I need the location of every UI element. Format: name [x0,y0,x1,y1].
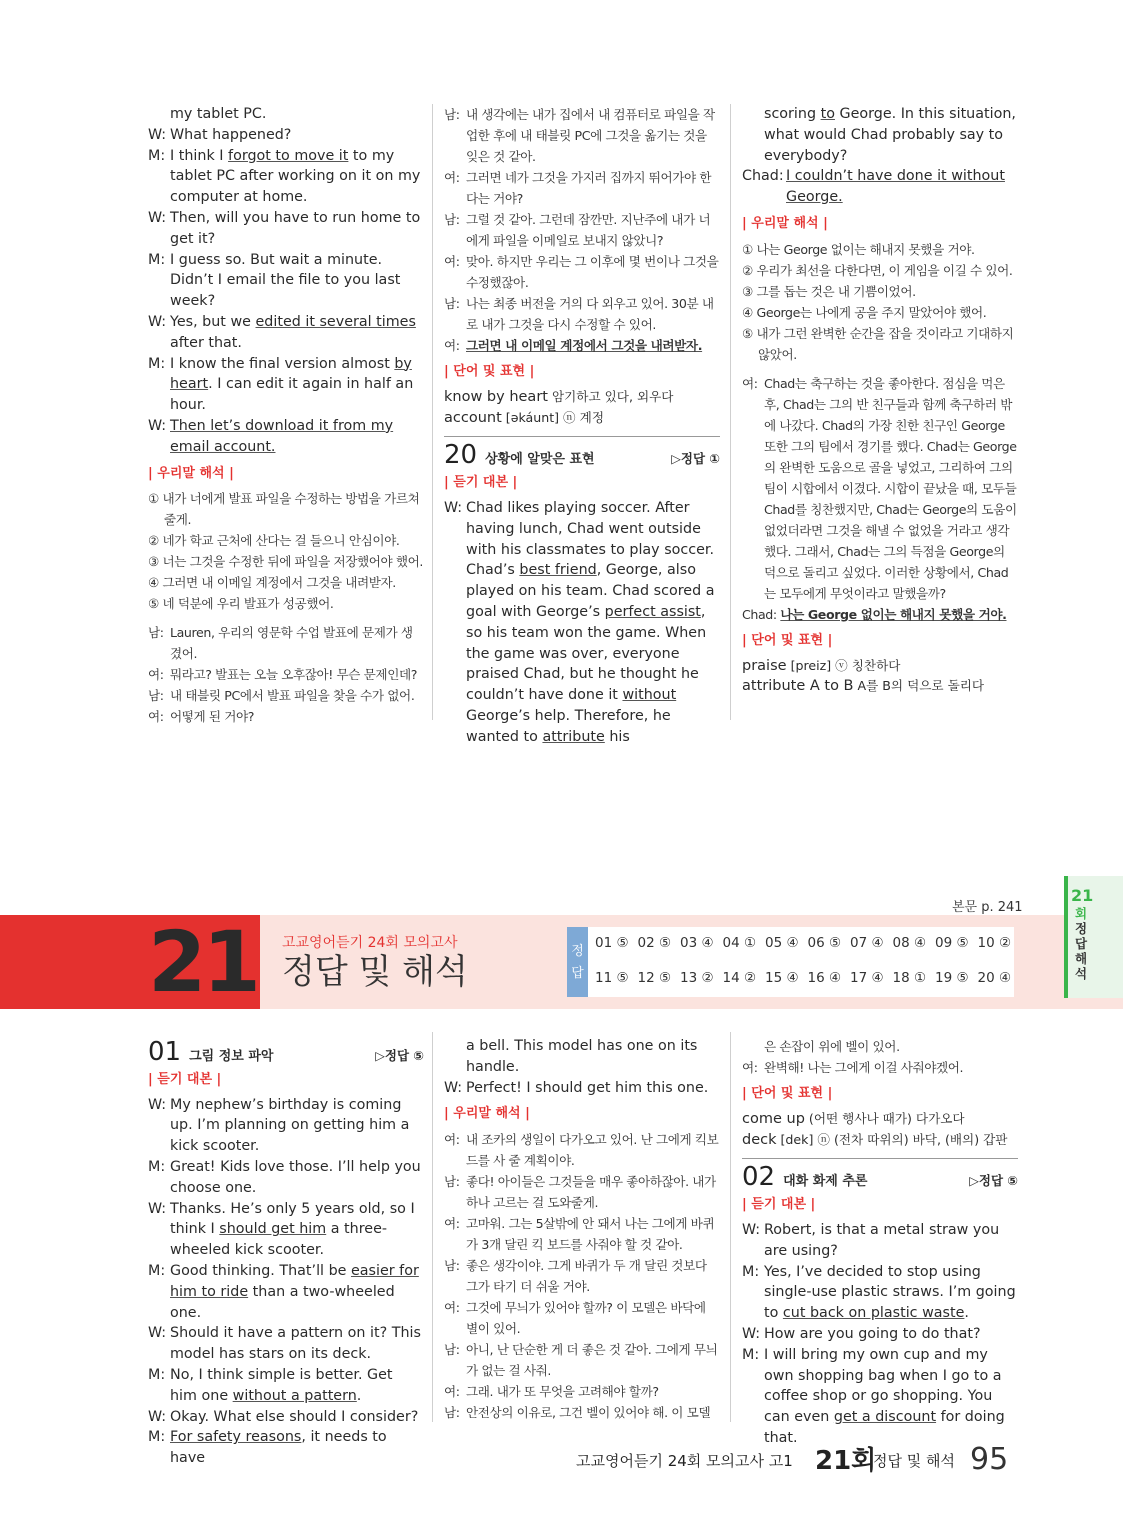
script-label: | 듣기 대본 | [148,1071,222,1087]
line-text: I guess so. But wait a minute. Didn’t I email the file to you last week? [170,251,401,310]
speaker: 남: [444,296,460,311]
vocab-term: attribute A to B [742,678,854,695]
q20-script: W: Chad likes playing soccer. After having lunch, Chad went outside with his classmates to play soccer. Chad’s best friend, George, also played on his team. Chad scored a goal with George’s perfect assist, so his team won the game. When the game was over, everyone praised Chad, but he thought he couldn’t have done it without George’s help. Therefore, he wanted to attribute his [444,499,715,745]
vocab-meaning: [dek] ⓝ (전차 따위의) 바닥, (배의) 갑판 [776,1131,1008,1147]
footer-round: 21회 [815,1446,877,1476]
line-text: . [356,1387,362,1404]
q20-script-continued: scoring to George. In this situation, what would Chad probably say to everybody? [764,106,1016,164]
line-text: Yes, but we [170,313,256,330]
answer-cell: 16 ④ [807,970,842,986]
dialogue-line [148,146,424,208]
answer-indicator: ▷정답 ⑤ [969,1173,1018,1189]
question-20-header [444,441,720,471]
question-number: 20 [444,440,478,471]
underlined-text: For safety reasons [170,1429,302,1446]
top-col2-translation [444,104,720,356]
speaker: M: [148,1158,166,1175]
translation-line [444,293,720,335]
underlined-text: easier for him to ride [170,1262,419,1300]
line-text: Thanks. He’s only 5 years old, so I think I [170,1200,415,1238]
answer-cell: 10 ② [977,935,1012,951]
speaker: M: [742,1346,760,1363]
answer-key-label: 정답 [567,927,588,997]
answer-cell: 13 ② [680,970,714,986]
speaker: W: [742,1221,761,1238]
question-number: 02 [742,1162,776,1193]
script-label: | 듣기 대본 | [742,1197,816,1213]
footer-title: 정답 및 해석 [873,1452,955,1470]
chad-korean-line: Chad: 나는 George 없이는 해내지 못했을 거야. [742,606,1007,622]
translation-line [444,1129,720,1171]
question-number: 01 [148,1037,182,1067]
section-label-korean: | 우리말 해석 | [148,465,234,481]
translation-line [444,104,720,167]
line-text: How are you going to do that? [764,1325,981,1342]
dialogue-line [742,1324,1018,1345]
dialogue-line [148,1323,424,1365]
vocab-term: praise [742,657,787,674]
dialogue-line [148,416,424,458]
line-text: I will bring my own cup and my own shopping bag when I go to a coffee shop or go shopping. You can even [764,1346,1002,1426]
speaker: M: [148,1429,166,1446]
script-label: | 듣기 대본 | [444,475,518,491]
option-item: ① 나는 George 없이는 해내지 못했을 거야. [742,241,975,257]
dialogue-line [148,354,424,416]
chad-answer-line: Chad: I couldn’t have done it without George. [742,168,1005,206]
line-text: 내 조카의 생일이 다가오고 있어. 난 그에게 킥보드를 사 줄 계획이야. [466,1132,719,1169]
option-item: ① 내가 너에게 발표 파일을 수정하는 방법을 가르쳐줄게. [148,491,420,528]
line-text: to my tablet PC after working on it on my computer at home. [170,147,421,206]
side-tab-char: 정 [1075,921,1088,936]
answer-cell: 05 ④ [765,935,799,951]
translation-line [444,1255,720,1297]
dialogue-line [148,312,424,354]
answer-cell: 06 ⑤ [807,935,842,951]
column-divider [432,104,433,720]
bottom-col1-dialogue [148,1095,424,1469]
speaker: W: [742,1325,761,1342]
answer-cell: 08 ④ [892,935,927,951]
vocab-label: | 단어 및 표현 | [742,1086,833,1101]
vocab-item [742,1109,1018,1130]
answer-cell: 14 ② [722,970,757,986]
answer-cell: 12 ⑤ [637,970,672,986]
line-text: 좋다! 아이들은 그것들을 매우 좋아하잖아. 내가 하나 고르는 걸 도와줄게. [466,1174,716,1211]
top-col-3 [742,104,1018,697]
answer-indicator: ▷정답 ⑤ [375,1048,424,1063]
speaker: W: [148,1200,167,1217]
speaker: 여: [444,1132,460,1148]
translation-line [444,209,720,251]
underlined-text: Then let’s download it from my email account. [170,417,394,455]
answer-cell: 07 ④ [850,935,884,951]
translation-line [148,706,424,727]
speaker: 여: [444,1216,460,1232]
vocab-meaning: 암기하고 있다, 외우다 [547,388,674,404]
underlined-text: forgot to move it [228,147,349,164]
w-line: W: Perfect! I should get him this one. [444,1079,709,1096]
line-text: My nephew’s birthday is coming up. I’m planning on getting him a kick scooter. [170,1096,410,1155]
answer-cell: 01 ⑤ [595,935,629,951]
dialogue-line [742,1345,1018,1449]
line-text: Yes, I’ve decided to stop using single-use plastic straws. I’m going to [764,1263,1016,1322]
speaker: 남: [444,212,460,227]
answer-key-box [567,927,1014,997]
vocab-item [444,387,720,408]
translation-line [148,622,424,664]
bottom-col2-translation [444,1129,720,1423]
translation-line [444,251,720,293]
answer-cell: 04 ① [722,935,757,951]
line-text: 맞아. 하지만 우리는 그 이후에 몇 번이나 그것을 수정했잖아. [466,254,719,290]
vocab-list [742,656,1018,698]
line-text: Great! Kids love those. I’ll help you choose one. [170,1158,421,1196]
question-title: 대화 화제 추론 [783,1174,868,1190]
question-title: 그림 정보 파악 [189,1049,274,1064]
line-text: 나는 최종 버전을 거의 다 외우고 있어. 30분 내로 내가 그것을 다시 수정할 수 있어. [466,296,714,332]
dialogue-line [148,1365,424,1407]
underlined-text: cut back on plastic waste [782,1305,965,1322]
bottom-col3-dialogue [742,1220,1018,1449]
dialogue-line [148,1407,424,1428]
question-01-header [148,1038,424,1068]
section-label-korean: | 우리말 해석 | [742,215,828,231]
dialogue-line [148,125,424,146]
option-item: ⑤ 네 덕분에 우리 발표가 성공했어. [148,596,334,612]
dialogue-line [148,104,424,125]
translation-line [148,685,424,706]
vocab-term: know by heart [444,388,548,405]
line-text: I think I [170,147,229,164]
dialogue-line [742,1262,1018,1324]
column-divider [730,1032,731,1422]
dialogue-line [148,1157,424,1199]
vocab-item [742,656,1018,677]
speaker: 여: [148,709,164,725]
dialogue-line [148,1427,424,1469]
speaker: W: [148,1408,167,1425]
speaker: 남: [148,625,164,641]
line-text: 좋은 생각이야. 그게 바퀴가 두 개 달린 것보다 그가 타기 더 쉬울 거야. [466,1258,707,1295]
option-item: ⑤ 내가 그런 완벽한 순간을 잡을 것이라고 기대하지 않았어. [742,325,1014,362]
option-item: ④ 그러면 내 이메일 계정에서 그것을 내려받자. [148,575,396,591]
line-text: 안전상의 이유로, 그건 벨이 있어야 해. 이 모델 [466,1405,711,1421]
option-item: ③ 그를 돕는 것은 내 기쁨이었어. [742,283,916,299]
speaker: 여: [444,1300,460,1316]
q20-translation: 여: Chad는 축구하는 것을 좋아한다. 점심을 먹은 후, Chad는 그의 반 친구들과 함께 축구하러 밖에 나갔다. Chad의 가장 친한 친구인 George 또한 그의 팀에서 경기를 했다. Chad는 George의 완벽한 도움으로 골을 넣었고, 그리하여 그의 팀이 시합에서 이겼다. 시합이 끝났을 때, 모두들 Chad를 칭찬했지만, Chad는 George의 도움이 없었더라면 그것을 해낼 수 없었을 거라고 생각했다. 그래서, Chad는 그의 득점을 George의 덕으로 돌리고 싶었다. 이러한 상황에서, Chad는 모두에게 무엇이라고 말했을까? [742,375,1017,601]
line-text: . I can edit it again in half an hour. [170,376,414,414]
option-item: ② 네가 학교 근처에 산다는 걸 들으니 안심이야. [148,533,400,549]
vocab-term: account [444,409,502,426]
speaker: 남: [444,1258,460,1274]
line-text: 어떻게 된 거야? [170,709,255,725]
speaker: 남: [444,1405,460,1421]
speaker: W: [148,1096,167,1113]
vocab-list [742,1109,1018,1151]
translation-line [444,335,720,356]
line-text: Should it have a pattern on it? This model has stars on its deck. [170,1325,421,1363]
w-line: 여: 완벽해! 나는 그에게 이걸 사줘야겠어. [742,1060,964,1075]
page-number: 95 [970,1442,1009,1477]
speaker: 남: [148,688,164,704]
top-col1-translation [148,622,424,727]
bottom-col-1 [148,1038,424,1469]
answer-cell: 03 ④ [680,935,714,951]
dialogue-line [148,1261,424,1323]
translation-line [444,1213,720,1255]
bottom-col-2 [444,1036,720,1423]
vocab-label: | 단어 및 표현 | [742,632,833,648]
top-col-1 [148,104,424,727]
vocab-meaning: A를 B의 덕으로 돌리다 [853,678,985,694]
vocab-meaning: [preiz] ⓥ 칭찬하다 [786,657,901,673]
options-list [742,239,1018,365]
translation-continued: 은 손잡이 위에 벨이 있어. [764,1039,900,1054]
banner-title: 정답 및 해석 [282,952,468,992]
footer-text: 고교영어듣기 24회 모의고사 고1 [576,1452,793,1470]
line-text: after that. [170,334,242,351]
line-text: 그래. 내가 또 무엇을 고려해야 할까? [466,1384,659,1400]
dialogue-line [148,1199,424,1261]
line-text: a three-wheeled kick scooter. [170,1221,388,1259]
underlined-text: without a pattern [232,1387,357,1404]
line-text: . [964,1305,969,1322]
vocab-meaning: (어떤 행사나 때가) 다가오다 [804,1110,965,1126]
speaker: 여: [148,667,164,683]
speaker: M: [742,1263,760,1280]
section-label-korean: | 우리말 해석 | [444,1106,530,1122]
translation-line [444,1402,720,1423]
line-text: Then, will you have to run home to get it? [170,209,421,247]
answer-cell: 17 ④ [850,970,884,986]
top-col1-dialogue [148,104,424,458]
vocab-term: deck [742,1131,777,1148]
line-text: 그럴 것 같아. 그런데 잠깐만. 지난주에 내가 너에게 파일을 이메일로 보내지 않았니? [466,212,711,248]
translation-line [444,1297,720,1339]
translation-line [444,1171,720,1213]
speaker: 남: [444,1174,460,1190]
speaker: W: [148,313,167,330]
dialogue-line [148,250,424,312]
dialogue-line [148,1095,424,1157]
answer-indicator: ▷정답 ① [671,451,720,467]
round-number: 21 [148,913,257,1011]
vocab-item [444,408,720,429]
line-text: 내 생각에는 내가 집에서 내 컴퓨터로 파일을 작업한 후에 내 태블릿 PC에 그것을 옮기는 것을 잊은 것 같아. [466,107,715,164]
option-item: ② 우리가 최선을 다한다면, 이 게임을 이길 수 있어. [742,262,1013,278]
line-text: Okay. What else should I consider? [170,1408,419,1425]
speaker: M: [148,355,166,372]
line-text: No, I think simple is better. Get him one [170,1366,393,1404]
line-text: Robert, is that a metal straw you are using? [764,1221,1000,1259]
answer-cell: 09 ⑤ [935,935,969,951]
banner-subtitle: 고교영어듣기 24회 모의고사 [282,935,458,951]
speaker: 여: [444,1384,460,1400]
speaker: 여: [444,338,460,353]
side-tab-number: 21 [1071,886,1094,905]
bottom-col-3 [742,1036,1018,1449]
question-divider [444,436,720,437]
line-text: 아니, 난 단순한 게 더 좋은 것 같아. 그에게 무늬가 없는 걸 사줘. [466,1342,718,1379]
line-text: Good thinking. That’ll be [170,1262,351,1279]
vocab-label: | 단어 및 표현 | [444,364,535,379]
underlined-text: should get him [219,1221,327,1238]
dialogue-line [742,1220,1018,1262]
speaker: 여: [444,170,460,185]
line-text: 내 태블릿 PC에서 발표 파일을 찾을 수가 없어. [170,688,415,704]
side-tab-char: 석 [1075,966,1088,981]
page-reference: 본문 p. 241 [952,900,1023,915]
line-text: , it needs to have [170,1429,387,1467]
answer-cell: 02 ⑤ [637,935,672,951]
column-divider [432,1032,433,1422]
speaker: 남: [444,1342,460,1358]
column-divider [730,104,731,720]
speaker: W: [148,417,167,434]
side-tab-char: 답 [1075,936,1088,951]
line-text: I know the final version almost [170,355,395,372]
speaker: M: [148,251,166,268]
line-text: What happened? [170,126,292,143]
speaker: M: [148,147,166,164]
speaker: M: [148,1366,166,1383]
speaker: 여: [444,254,460,269]
line-text: 뭐라고? 발표는 오늘 오후잖아! 무슨 문제인데? [170,667,418,683]
underlined-text: edited it several times [255,313,416,330]
vocab-item [742,676,1018,697]
speaker: 남: [444,107,460,122]
speaker: W: [148,126,167,143]
dialogue-line [148,208,424,250]
q01-script-continued: a bell. This model has one on its handle. [466,1038,698,1075]
vocab-term: come up [742,1110,805,1127]
answer-cell: 18 ① [892,970,927,986]
option-item: ③ 너는 그것을 수정한 뒤에 파일을 저장했어야 했어. [148,554,424,570]
underlined-text: get a discount [833,1409,937,1426]
question-02-header [742,1163,1018,1193]
side-tab-char: 회 [1075,906,1088,921]
line-text: than a two-wheeled one. [170,1283,395,1321]
question-divider [742,1158,1018,1159]
answer-cell: 20 ④ [977,970,1012,986]
options-list [148,488,424,614]
line-text: Lauren, 우리의 영문학 수업 발표에 문제가 생겼어. [170,625,413,662]
line-text: 그러면 네가 그것을 가지러 집까지 뛰어가야 한다는 거야? [466,170,712,206]
side-tab-char: 해 [1075,951,1088,966]
line-text: my tablet PC. [170,106,267,122]
line-text: 고마워. 그는 5살밖에 안 돼서 나는 그에게 바퀴가 3개 달린 킥 보드를 사줘야 할 것 같아. [466,1216,715,1253]
option-item: ④ George는 나에게 공을 주지 말았어야 했어. [742,304,987,320]
translation-line [444,167,720,209]
translation-line [148,664,424,685]
vocab-meaning: [əkáunt] ⓝ 계정 [501,409,604,425]
translation-line [444,1339,720,1381]
speaker: W: [148,209,167,226]
line-text: for doing that. [764,1409,1005,1446]
line-text: 그것에 무늬가 있어야 할까? 이 모델은 바닥에 별이 있어. [466,1300,706,1337]
translation-line [444,1381,720,1402]
answer-cell: 15 ④ [765,970,799,986]
line-text: 그러면 내 이메일 계정에서 그것을 내려받자. [466,338,703,353]
vocab-list [444,387,720,429]
vocab-item [742,1130,1018,1151]
answer-cell: 19 ⑤ [935,970,969,986]
speaker: M: [148,1262,166,1279]
answer-cell: 11 ⑤ [595,970,629,986]
underlined-text: by heart [170,355,412,393]
question-title: 상황에 알맞은 표현 [485,452,595,468]
top-col-2 [444,104,720,748]
speaker: W: [148,1325,167,1342]
